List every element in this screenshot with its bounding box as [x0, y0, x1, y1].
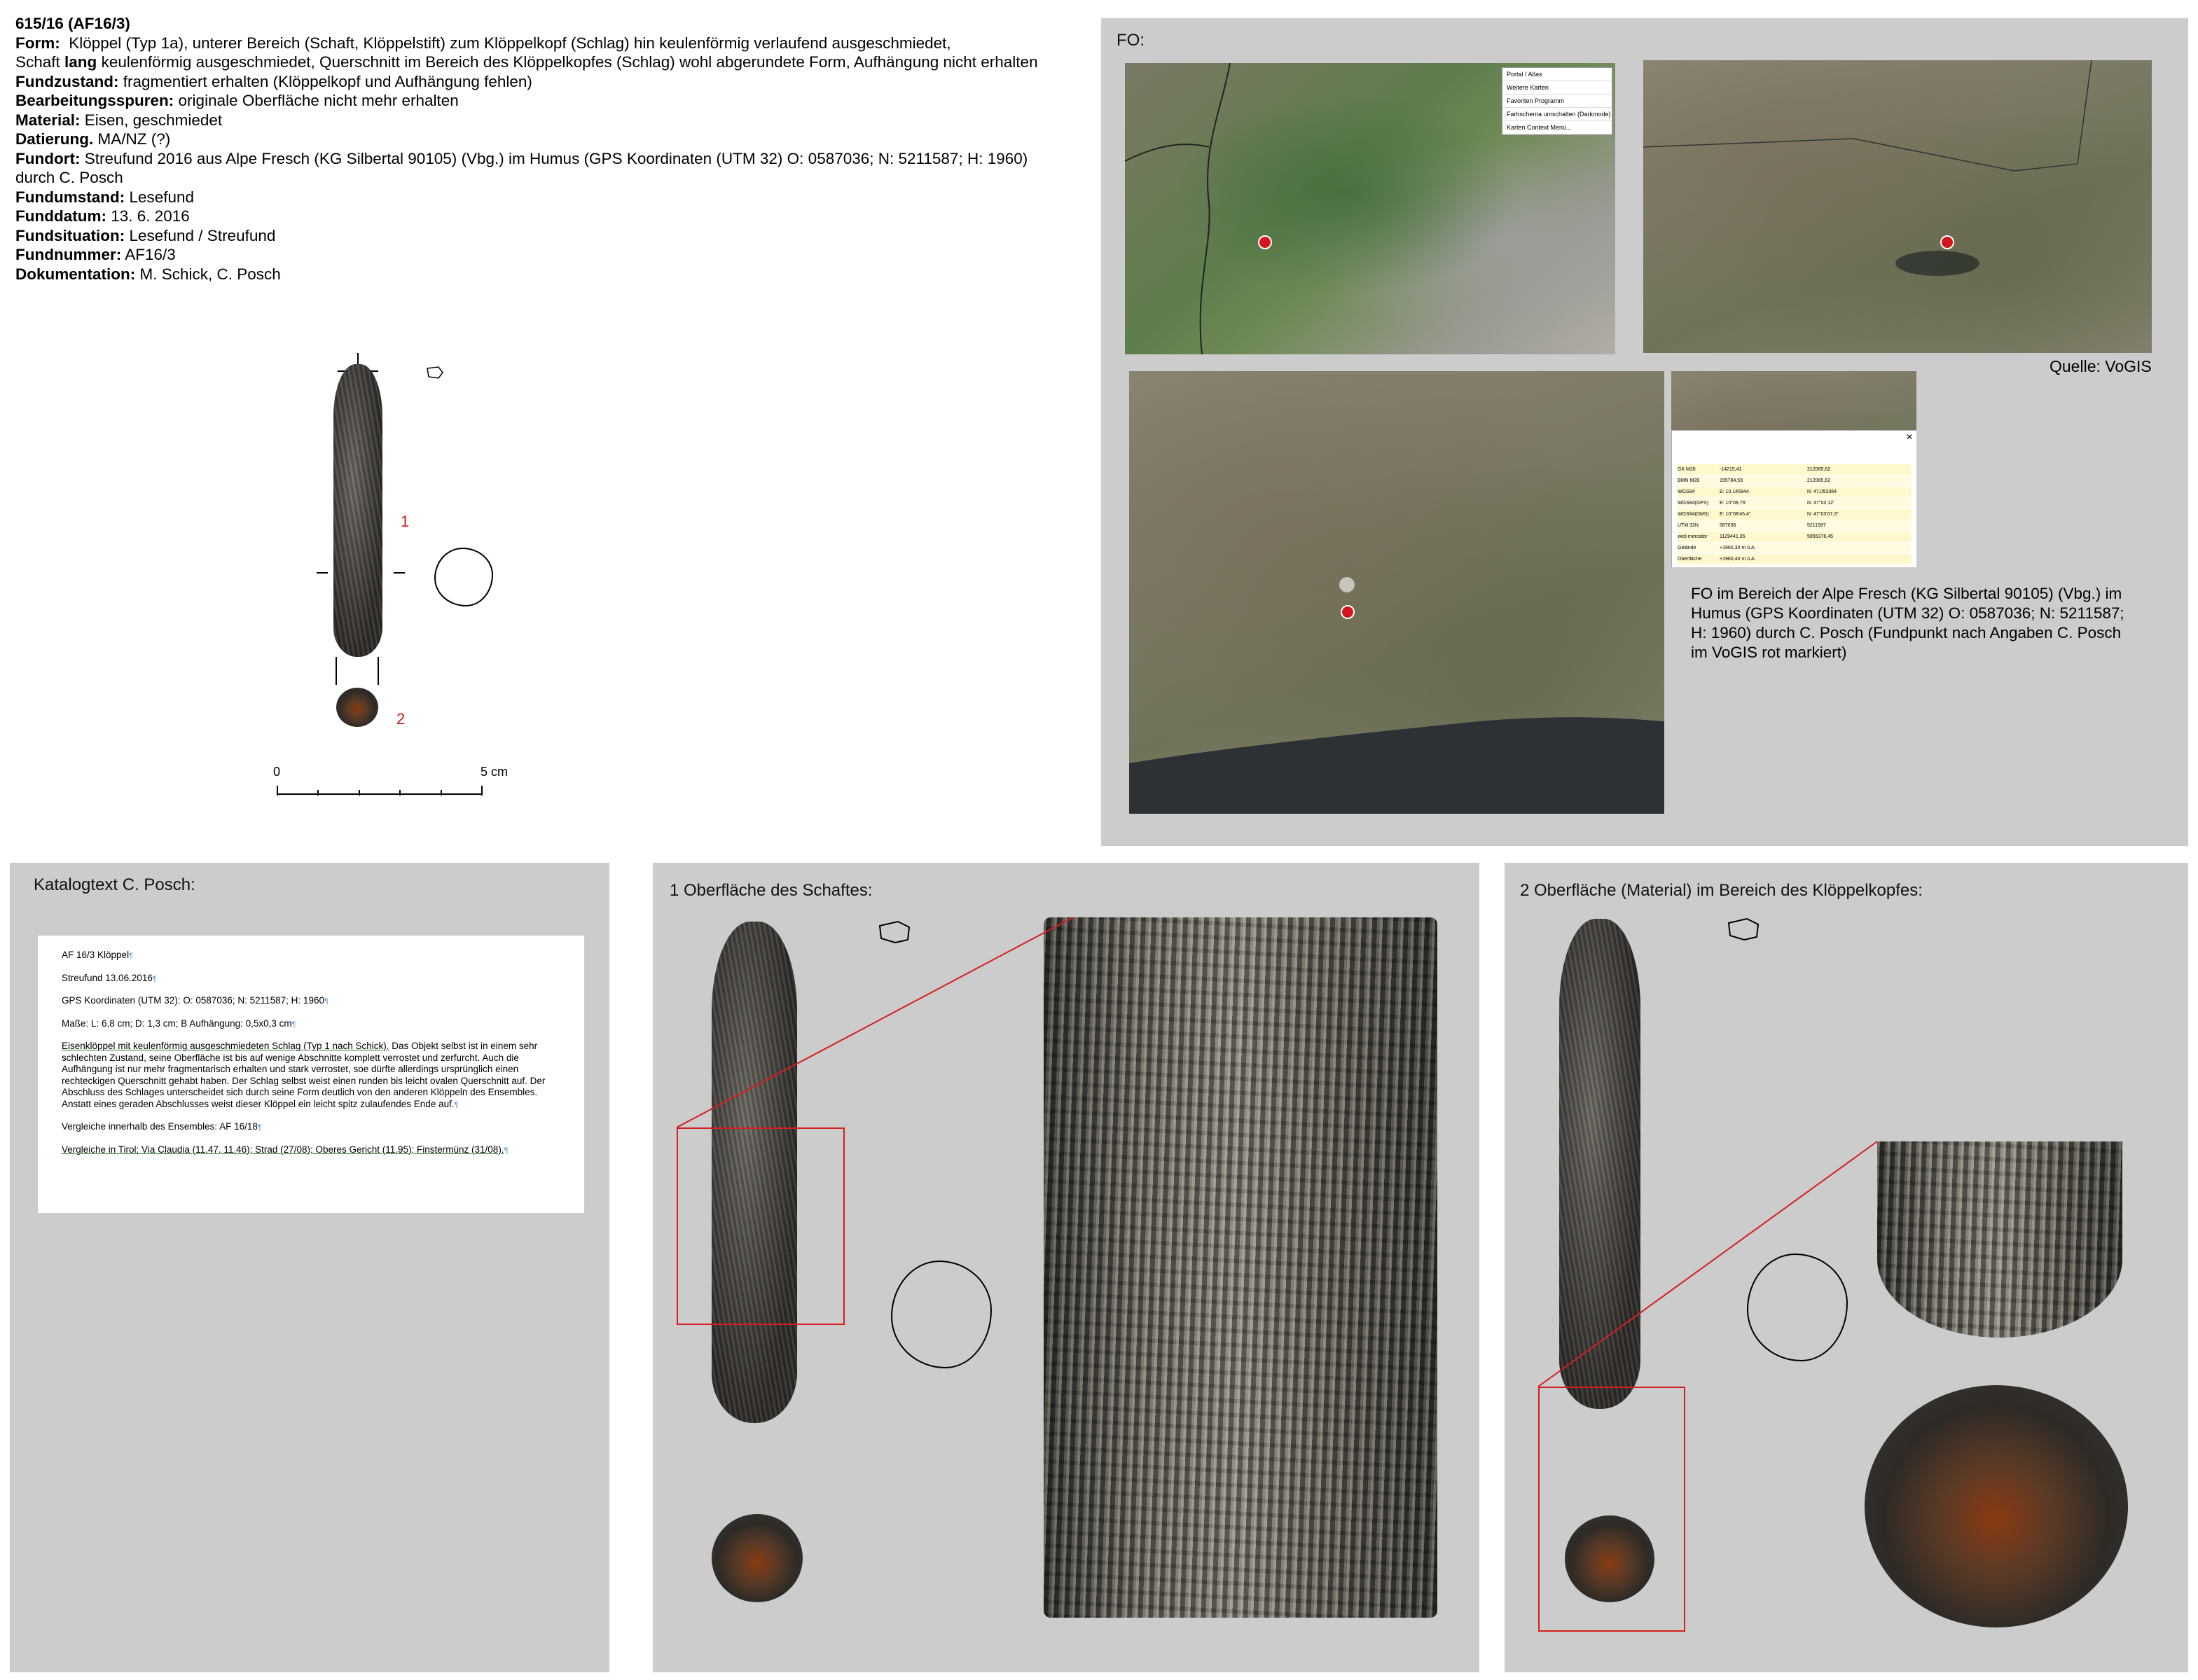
find-marker-2 [1940, 235, 1954, 249]
coordinate-cell: E: 10,145944 [1720, 490, 1749, 494]
funddatum-value: 13. 6. 2016 [106, 207, 190, 225]
outline-small [1726, 916, 1768, 951]
form-text-2a: Schaft [15, 53, 65, 71]
bearbeitung-value: originale Oberfläche nicht mehr erhalten [174, 92, 459, 109]
datierung-label: Datierung. [15, 130, 94, 148]
kopf-panel [1505, 863, 2188, 1672]
cross-section-outline [891, 1261, 992, 1368]
coordinate-row [1678, 464, 1912, 475]
coordinate-cell: 5955376,45 [1807, 534, 1833, 539]
pilcrow: ¶ [324, 997, 329, 1006]
zoom-lines [653, 863, 1479, 1672]
fo-title: FO: [1117, 31, 1145, 50]
label-1: 1 [401, 513, 410, 530]
coordinate-cell: WGS84(GPS) [1678, 501, 1708, 506]
material-value: Eisen, geschmiedet [80, 111, 223, 129]
fundumstand-label: Fundumstand: [15, 188, 125, 206]
coordinate-row [1678, 475, 1912, 486]
pilcrow: ¶ [152, 974, 157, 983]
cross-section-outline [1747, 1254, 1848, 1361]
datierung-value: MA/NZ (?) [93, 130, 171, 148]
coordinate-cell: Gelände [1678, 546, 1696, 550]
pilcrow: ¶ [129, 952, 133, 960]
katalog-para-underlined: Eisenklöppel mit keulenförmig ausgeschmiedeten Schlag (Typ 1 nach Schick). [62, 1041, 389, 1051]
fundsituation-value: Lesefund / Streufund [125, 226, 276, 244]
detail-map [1643, 60, 2152, 353]
coordinate-cell: BMN M28 [1678, 478, 1700, 483]
klöppel-head-section [336, 688, 378, 727]
fundumstand-value: Lesefund [125, 188, 195, 206]
cross-section-outline [434, 548, 493, 606]
coordinate-cell: 212065,62 [1807, 467, 1831, 472]
coordinate-cell: 587036 [1720, 523, 1736, 528]
coordinate-cell: GK M28 [1678, 467, 1696, 472]
coordinate-cell: web mercator [1678, 534, 1708, 539]
coordinate-cell: N: 47°03'07,3" [1807, 512, 1839, 517]
find-marker-3 [1341, 605, 1355, 619]
katalog-vgl-1: Vergleiche innerhalb des Ensembles: AF 16/18 [62, 1121, 258, 1132]
katalog-para: Das Objekt selbst ist in einem sehr schlechten Zustand, seine Oberfläche ist bis auf wenige Abschnitte komplett verrostet und zerfurcht. Auch die Aufhängung ist nur mehr fragmentarisch erhalten und stark verrostet, soe dürfte allerdings ursprünglich einen rechteckigen Querschnitt gehabt haben. Der Schlag selbst weist einen runden bis leicht ovalen Querschnitt auf. Der Abschluss des Schlages unterscheidet sich durch seine Form deutlich von den anderen Klöppeln des Ensembles. Anstatt eines geraden Abschlusses weist dieser Klöppel ein leicht spitz zulaufendes Ende auf. [62, 1041, 546, 1109]
coordinate-cell: 1129441,35 [1720, 534, 1746, 539]
form-text-2b: lang [64, 53, 97, 71]
stone-marker [1339, 577, 1355, 592]
form-text-2c: keulenförmig ausgeschmiedet, Querschnitt im Bereich des Klöppelkopfes (Schlag) wohl abgerundete Form, Aufhängung nicht erhalten [97, 53, 1038, 71]
katalog-line-4: Maße: L: 6,8 cm; D: 1,3 cm; B Aufhängung: 0,5x0,3 cm [62, 1018, 292, 1029]
coordinate-row [1678, 509, 1912, 520]
lake [1129, 371, 1664, 814]
form-text: Klöppel (Typ 1a), unterer Bereich (Schaft, Klöppelstift) zum Klöppelkopf (Schlag) hin keulenförmig verlaufend ausgeschmiedet, [60, 34, 951, 52]
katalog-line-1: AF 16/3 Klöppel [62, 950, 130, 960]
fundsituation-label: Fundsituation: [15, 226, 125, 244]
fo-panel [1101, 18, 2188, 846]
map-context-menu[interactable] [1502, 67, 1612, 135]
object-id: 615/16 (AF16/3) [15, 15, 130, 32]
bearbeitung-label: Bearbeitungsspuren: [15, 92, 174, 109]
katalog-document [38, 936, 584, 1213]
coordinate-cell: 5211587 [1807, 523, 1826, 528]
coordinate-cell: -14215,41 [1720, 467, 1742, 472]
coordinate-row [1678, 498, 1912, 508]
coordinate-row [1678, 543, 1912, 553]
fundzustand-label: Fundzustand: [15, 72, 119, 90]
outline-small [877, 919, 919, 954]
coordinate-row [1678, 520, 1912, 531]
fundort-label: Fundort: [15, 149, 81, 167]
katalog-vgl-2: Vergleiche in Tirol: Via Claudia (11.47, 11.46); Strad (27/08); Oberes Gericht (11.95); Finstermünz (31/08). [62, 1144, 504, 1155]
form-label: Form: [15, 34, 60, 52]
coordinate-cell: +1960,40 m ü.A. [1720, 557, 1756, 562]
coordinate-table [1678, 464, 1912, 565]
boundary-line [1643, 60, 2152, 353]
pilcrow: ¶ [291, 1020, 296, 1029]
overview-map [1125, 63, 1615, 354]
katalog-line-2: Streufund 13.06.2016 [62, 972, 153, 983]
closeup-map [1129, 371, 1664, 814]
scale-start: 0 [273, 765, 281, 779]
pilcrow: ¶ [504, 1146, 509, 1155]
object-description [15, 14, 1080, 284]
coordinate-cell: 155784,59 [1720, 478, 1743, 483]
menu-item-portal[interactable]: Portal / Atlas [1502, 68, 1612, 81]
popup-map [1671, 371, 1916, 567]
fundort-value: Streufund 2016 aus Alpe Fresch (KG Silbertal 90105) (Vbg.) im Humus (GPS Koordinaten (UTM 32) O: 0587036; N: 5211587; H: 1960) [80, 149, 1028, 167]
coordinate-cell: UTM 32N [1678, 523, 1699, 528]
object-drawing [266, 350, 518, 812]
fundnummer-value: AF16/3 [121, 246, 176, 263]
coordinate-cell: N: 47,053364 [1807, 490, 1837, 494]
menu-item-farbschema[interactable]: Farbschema umschalten (Darkmode) [1502, 108, 1612, 121]
funddatum-label: Funddatum: [15, 207, 106, 225]
fundort-value-2: durch C. Posch [15, 169, 123, 186]
katalog-line-3: GPS Koordinaten (UTM 32): O: 0587036; N: 5211587; H: 1960 [62, 995, 324, 1006]
zoom-lines [1505, 863, 2188, 1672]
fo-caption: FO im Bereich der Alpe Fresch (KG Silbertal 90105) (Vbg.) im Humus (GPS Koordinaten (UTM 32) O: 0587036; N: 5211587; H: 1960) durch C. Posch (Fundpunkt nach Angaben C. Posch im VoGIS rot markiert) [1691, 585, 2124, 661]
coordinate-popup[interactable] [1671, 430, 1916, 567]
material-label: Material: [15, 111, 81, 129]
coordinate-cell: E: 10°08,76' [1720, 501, 1746, 506]
label-2: 2 [396, 710, 406, 728]
dokumentation-label: Dokumentation: [15, 265, 136, 283]
coordinate-cell: E: 10°08'45,4" [1720, 512, 1751, 517]
fundnummer-label: Fundnummer: [15, 246, 122, 263]
coordinate-cell: +1960,30 m ü.A. [1720, 546, 1756, 550]
coordinate-row [1678, 532, 1912, 542]
find-marker-1 [1258, 235, 1272, 249]
schaft-panel [653, 863, 1479, 1672]
coordinate-cell: Oberfläche [1678, 557, 1702, 562]
pilcrow: ¶ [454, 1100, 459, 1109]
menu-item-favoriten[interactable]: Favoriten Programm [1502, 95, 1612, 108]
scale-bar [277, 786, 502, 814]
katalog-panel [10, 863, 609, 1672]
coordinate-cell: WGS84 [1678, 490, 1695, 494]
coordinate-cell: WGS84(DMS) [1678, 512, 1709, 517]
coordinate-row [1678, 487, 1912, 497]
source-label: Quelle: VoGIS [2050, 357, 2152, 375]
menu-item-context[interactable]: Karten Context Menü... [1502, 121, 1612, 134]
coordinate-cell: N: 47°03,12' [1807, 501, 1834, 506]
popup-close-icon[interactable]: ✕ [1905, 432, 1913, 442]
coordinate-cell: 212065,62 [1807, 478, 1831, 483]
scale-end: 5 cm [481, 765, 509, 779]
katalog-title: Katalogtext C. Posch: [34, 875, 195, 894]
dokumentation-value: M. Schick, C. Posch [135, 265, 281, 283]
schaft-title: 1 Oberfläche des Schaftes: [670, 881, 873, 900]
menu-item-weitere[interactable]: Weitere Karten [1502, 81, 1612, 95]
fundzustand-value: fragmentiert erhalten (Klöppelkopf und Aufhängung fehlen) [118, 72, 532, 90]
pilcrow: ¶ [257, 1123, 262, 1132]
klöppel-drawing [333, 364, 382, 657]
coordinate-row [1678, 554, 1912, 564]
kopf-title: 2 Oberfläche (Material) im Bereich des Klöppelkopfes: [1520, 881, 1923, 900]
